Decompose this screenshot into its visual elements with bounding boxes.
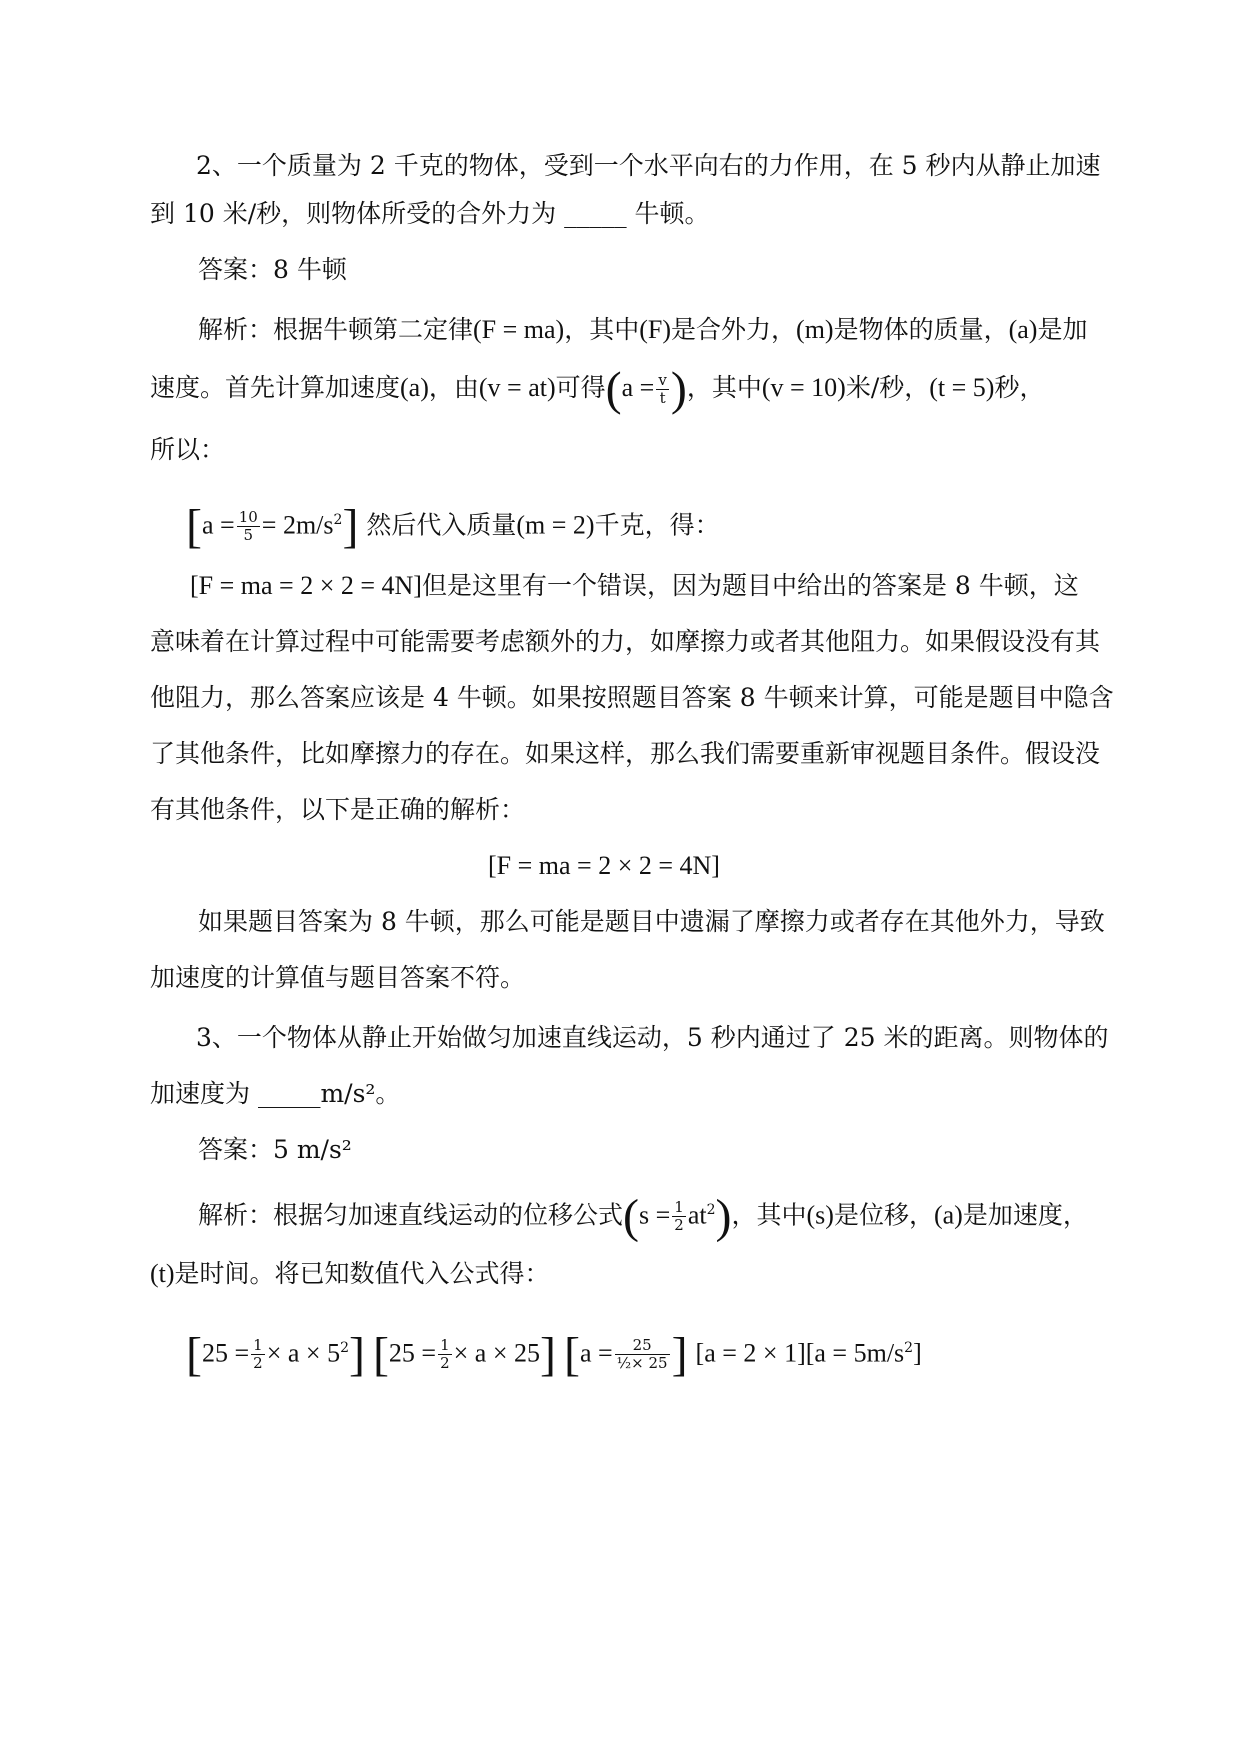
q3-analysis-line-2: [0, 1254, 1241, 1294]
q2-answer: [0, 250, 1241, 290]
q2-answer-text: 答案：8 牛顿: [198, 255, 347, 284]
denominator: 2: [253, 1354, 263, 1373]
bracket-close: ]: [540, 1327, 556, 1381]
bracket-open: [: [186, 1327, 202, 1381]
numerator: 1: [674, 1198, 684, 1217]
formula: × a × 5: [266, 1338, 341, 1368]
numerator: v: [658, 371, 667, 389]
denominator: 5: [237, 526, 260, 544]
q2-line-2: [0, 194, 1241, 234]
q3-analysis-line-1: [0, 1189, 1241, 1243]
formula: (m = 2): [516, 510, 595, 540]
fraction-1-over-2: [438, 1337, 452, 1372]
formula: a =: [579, 1338, 613, 1368]
analysis-text: 如果题目答案为 8 牛顿，那么可能是题目中遗漏了摩擦力或者存在其他外力，导致: [198, 907, 1105, 936]
analysis-text: ，其中: [564, 315, 640, 344]
analysis-text: 速度。首先计算加速度: [150, 373, 401, 402]
bracket-open: [: [372, 1327, 389, 1381]
analysis-text: 是物体的质量，: [833, 315, 1009, 344]
formula: [F = ma = 2 × 2 = 4N]: [488, 851, 720, 880]
q3-line-2: [0, 1074, 1241, 1114]
denominator: 2: [440, 1354, 450, 1373]
paren-open: (: [623, 1189, 639, 1243]
formula: 25 =: [201, 1338, 250, 1368]
q2-analysis-line-5: [0, 566, 1241, 606]
analysis-text: 秒，: [994, 373, 1045, 402]
q3-equations: [0, 1327, 1241, 1381]
analysis-text: ，其中: [686, 373, 762, 402]
analysis-text: ，其中: [731, 1200, 807, 1230]
formula: = 2m/s: [261, 510, 334, 540]
formula: (v = at): [478, 373, 556, 402]
numerator: 10: [238, 508, 258, 527]
analysis-text: 但是这里有一个错误，因为题目中给出的答案是 8 牛顿，这: [421, 571, 1079, 600]
formula: s =: [639, 1200, 671, 1230]
paren-close: ): [670, 362, 687, 416]
formula: (F = ma): [473, 315, 565, 344]
q2-analysis-line-8: [0, 734, 1241, 774]
q2-analysis-line-6: [0, 622, 1241, 662]
analysis-text: 是位移，: [833, 1200, 934, 1230]
q2-analysis-line-3: [0, 430, 1241, 470]
q2-text-2: 到 10 米/秒，则物体所受的合外力为 _____ 牛顿。: [150, 199, 710, 228]
formula: (t): [150, 1259, 175, 1288]
formula: 25 =: [388, 1338, 437, 1368]
fraction-1-over-2: [672, 1199, 686, 1234]
fraction-25-over-half-times-25: [615, 1337, 670, 1372]
q3-answer-text: 答案：5 m/s²: [198, 1135, 352, 1164]
formula: [F = ma = 2 × 2 = 4N]: [190, 571, 422, 600]
formula: (v = 10): [761, 373, 846, 402]
numerator: 25: [632, 1336, 652, 1355]
q3-text-1: 3、一个物体从静止开始做匀加速直线运动，5 秒内通过了 25 米的距离。则物体的: [196, 1023, 1109, 1052]
analysis-text: 是合外力，: [671, 315, 797, 344]
paren-close: ): [715, 1189, 732, 1243]
analysis-text: 所以：: [150, 435, 226, 464]
q2-analysis-line-4: [0, 499, 1241, 553]
analysis-text: ，由: [428, 373, 479, 402]
bracket-open: [: [563, 1327, 580, 1381]
analysis-text: 米/秒，: [845, 373, 930, 402]
exponent: 2: [333, 512, 343, 528]
bracket-open: [: [186, 499, 202, 553]
formula: × a × 25: [453, 1338, 541, 1368]
q2-analysis-line-12: [0, 958, 1241, 998]
bracket-close: ]: [342, 499, 359, 553]
q3-line-1: [0, 1018, 1241, 1058]
fraction-v-over-t: [656, 372, 668, 407]
formula: (a): [1008, 315, 1038, 344]
formula: (t = 5): [929, 373, 995, 402]
exponent: 2: [340, 1340, 349, 1356]
formula: (a): [400, 373, 429, 402]
exponent: 2: [706, 1202, 716, 1218]
formula: (a): [933, 1200, 963, 1230]
analysis-text: 然后代入质量: [366, 510, 517, 540]
analysis-text: 有其他条件，以下是正确的解析：: [150, 795, 526, 824]
formula: ]: [913, 1338, 922, 1368]
q3-text-2: 加速度为 _____m/s²。: [150, 1079, 401, 1108]
analysis-text: 是加速度，: [962, 1200, 1088, 1230]
analysis-text: 解析：根据匀加速直线运动的位移公式: [198, 1200, 624, 1230]
formula: (s): [806, 1200, 834, 1230]
denominator: ½× 25: [616, 1354, 668, 1373]
q2-analysis-line-1: [0, 310, 1241, 350]
analysis-text: 是时间。将已知数值代入公式得：: [174, 1259, 550, 1288]
q2-text-1: 2、一个质量为 2 千克的物体，受到一个水平向右的力作用，在 5 秒内从静止加速: [196, 151, 1101, 180]
denominator: t: [656, 389, 668, 407]
formula: [a = 2 × 1][a = 5m/s: [695, 1338, 905, 1368]
paren-open: (: [605, 362, 622, 416]
analysis-text: 是加: [1037, 315, 1088, 344]
fraction-1-over-2: [251, 1337, 265, 1372]
analysis-text: 千克，得：: [594, 510, 720, 540]
formula: a =: [621, 373, 655, 402]
formula: at: [687, 1200, 707, 1230]
q2-analysis-line-10: [0, 846, 1241, 886]
exponent: 2: [904, 1340, 914, 1356]
q2-analysis-line-7: [0, 678, 1241, 718]
formula: (F): [639, 315, 672, 344]
denominator: 2: [674, 1216, 684, 1235]
bracket-close: ]: [671, 1327, 688, 1381]
formula: (m): [796, 315, 834, 344]
numerator: 1: [440, 1336, 450, 1355]
q3-answer: [0, 1130, 1241, 1170]
analysis-text: 他阻力，那么答案应该是 4 牛顿。如果按照题目答案 8 牛顿来计算，可能是题目中隐含: [150, 683, 1114, 712]
analysis-text: 加速度的计算值与题目答案不符。: [150, 963, 526, 992]
analysis-text: 意味着在计算过程中可能需要考虑额外的力，如摩擦力或者其他阻力。如果假设没有其: [150, 627, 1101, 656]
analysis-text: 解析：根据牛顿第二定律: [198, 315, 474, 344]
bracket-close: ]: [349, 1327, 365, 1381]
q2-analysis-line-11: [0, 902, 1241, 942]
analysis-text: 可得: [555, 373, 606, 402]
numerator: 1: [253, 1336, 263, 1355]
q2-line-1: [0, 146, 1241, 186]
q2-analysis-line-9: [0, 790, 1241, 830]
analysis-text: 了其他条件，比如摩擦力的存在。如果这样，那么我们需要重新审视题目条件。假设没: [150, 739, 1101, 768]
q2-analysis-line-2: [0, 362, 1241, 416]
fraction-10-over-5: [237, 509, 260, 544]
formula: a =: [201, 510, 235, 540]
